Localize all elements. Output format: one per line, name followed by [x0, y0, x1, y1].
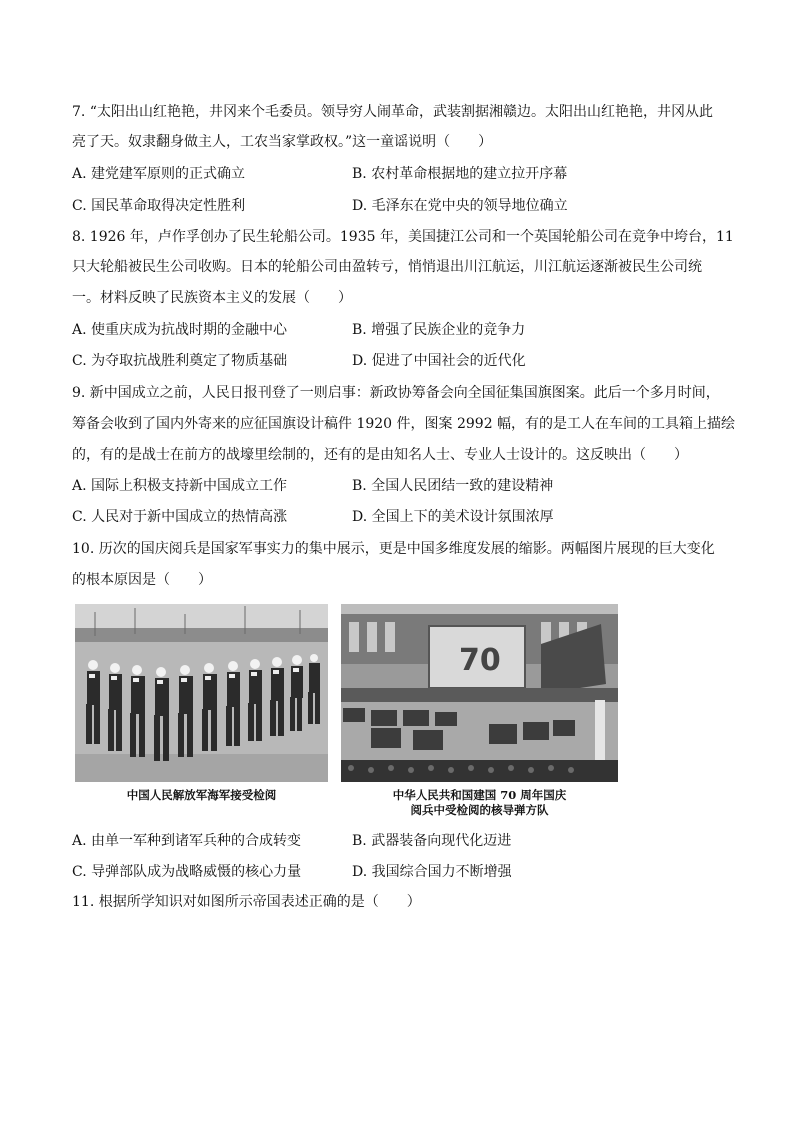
navy-photo-caption: 中国人民解放军海军接受检阅: [126, 788, 277, 802]
q9-option-a[interactable]: A. 国际上积极支持新中国成立工作: [72, 478, 288, 494]
q8-option-c[interactable]: C. 为夺取抗战胜利奠定了物质基础: [72, 353, 288, 369]
q8-option-d[interactable]: D. 促进了中国社会的近代化: [352, 353, 526, 369]
q9-option-c[interactable]: C. 人民对于新中国成立的热情高涨: [72, 509, 288, 525]
q7-option-a[interactable]: A. 建党建军原则的正式确立: [72, 166, 246, 182]
q8-option-a[interactable]: A. 使重庆成为抗战时期的金融中心: [72, 322, 288, 338]
missile-photo-caption-line1: 中华人民共和国建国 70 周年国庆: [392, 788, 567, 802]
q9-stem-line1: 9. 新中国成立之前，人民日报刊登了一则启事：新政协筹备会向全国征集国旗图案。此后一个多月时间，: [72, 385, 720, 401]
q8-stem-line2: 只大轮船被民生公司收购。日本的轮船公司由盈转亏，悄悄退出川江航运，川江航运逐渐被民生公司统: [72, 259, 702, 275]
q10-option-d[interactable]: D. 我国综合国力不断增强: [352, 864, 512, 880]
q10-option-c[interactable]: C. 导弹部队成为战略威慑的核心力量: [72, 864, 302, 880]
screen-number-70: 70: [459, 643, 501, 678]
q8-option-b[interactable]: B. 增强了民族企业的竞争力: [352, 322, 526, 338]
q8-stem-line3: 一。材料反映了民族资本主义的发展（ ）: [72, 290, 352, 306]
q7-option-d[interactable]: D. 毛泽东在党中央的领导地位确立: [352, 198, 568, 214]
q10-option-b[interactable]: B. 武器装备向现代化迈进: [352, 833, 512, 849]
q9-stem-line2: 筹备会收到了国内外寄来的应征国旗设计稿件 1920 件，图案 2992 幅，有的是工人在车间的工具箱上描绘: [72, 416, 736, 432]
q7-option-b[interactable]: B. 农村革命根据地的建立拉开序幕: [352, 166, 568, 182]
q9-option-d[interactable]: D. 全国上下的美术设计氛围浓厚: [352, 509, 554, 525]
q10-stem-line1: 10. 历次的国庆阅兵是国家军事实力的集中展示，更是中国多维度发展的缩影。两幅图片展现的巨大变化: [72, 541, 715, 557]
navy-parade-photo: [75, 604, 328, 782]
q7-stem-line1: 7. “太阳出山红艳艳，井冈来个毛委员。领导穷人闹革命，武装割据湘赣边。太阳出山红艳艳，井冈从此: [72, 104, 713, 120]
q11-stem-line1: 11. 根据所学知识对如图所示帝国表述正确的是（ ）: [72, 894, 421, 910]
missile-photo-caption-line2: 阅兵中受检阅的核导弹方队: [410, 803, 549, 817]
q10-stem-line2: 的根本原因是（ ）: [72, 572, 212, 588]
q7-option-c[interactable]: C. 国民革命取得决定性胜利: [72, 198, 246, 214]
missile-parade-photo: [341, 604, 618, 782]
q7-stem-line2: 亮了天。奴隶翻身做主人，工农当家掌政权。”这一童谣说明（ ）: [72, 134, 493, 150]
q9-stem-line3: 的，有的是战士在前方的战壕里绘制的，还有的是由知名人士、专业人士设计的。这反映出（ ）: [72, 447, 688, 463]
q8-stem-line1: 8. 1926 年，卢作孚创办了民生轮船公司。1935 年，美国捷江公司和一个英国轮船公司在竞争中垮台，11: [72, 229, 734, 245]
q9-option-b[interactable]: B. 全国人民团结一致的建设精神: [352, 478, 554, 494]
q10-option-a[interactable]: A. 由单一军种到诸军兵种的合成转变: [72, 833, 302, 849]
